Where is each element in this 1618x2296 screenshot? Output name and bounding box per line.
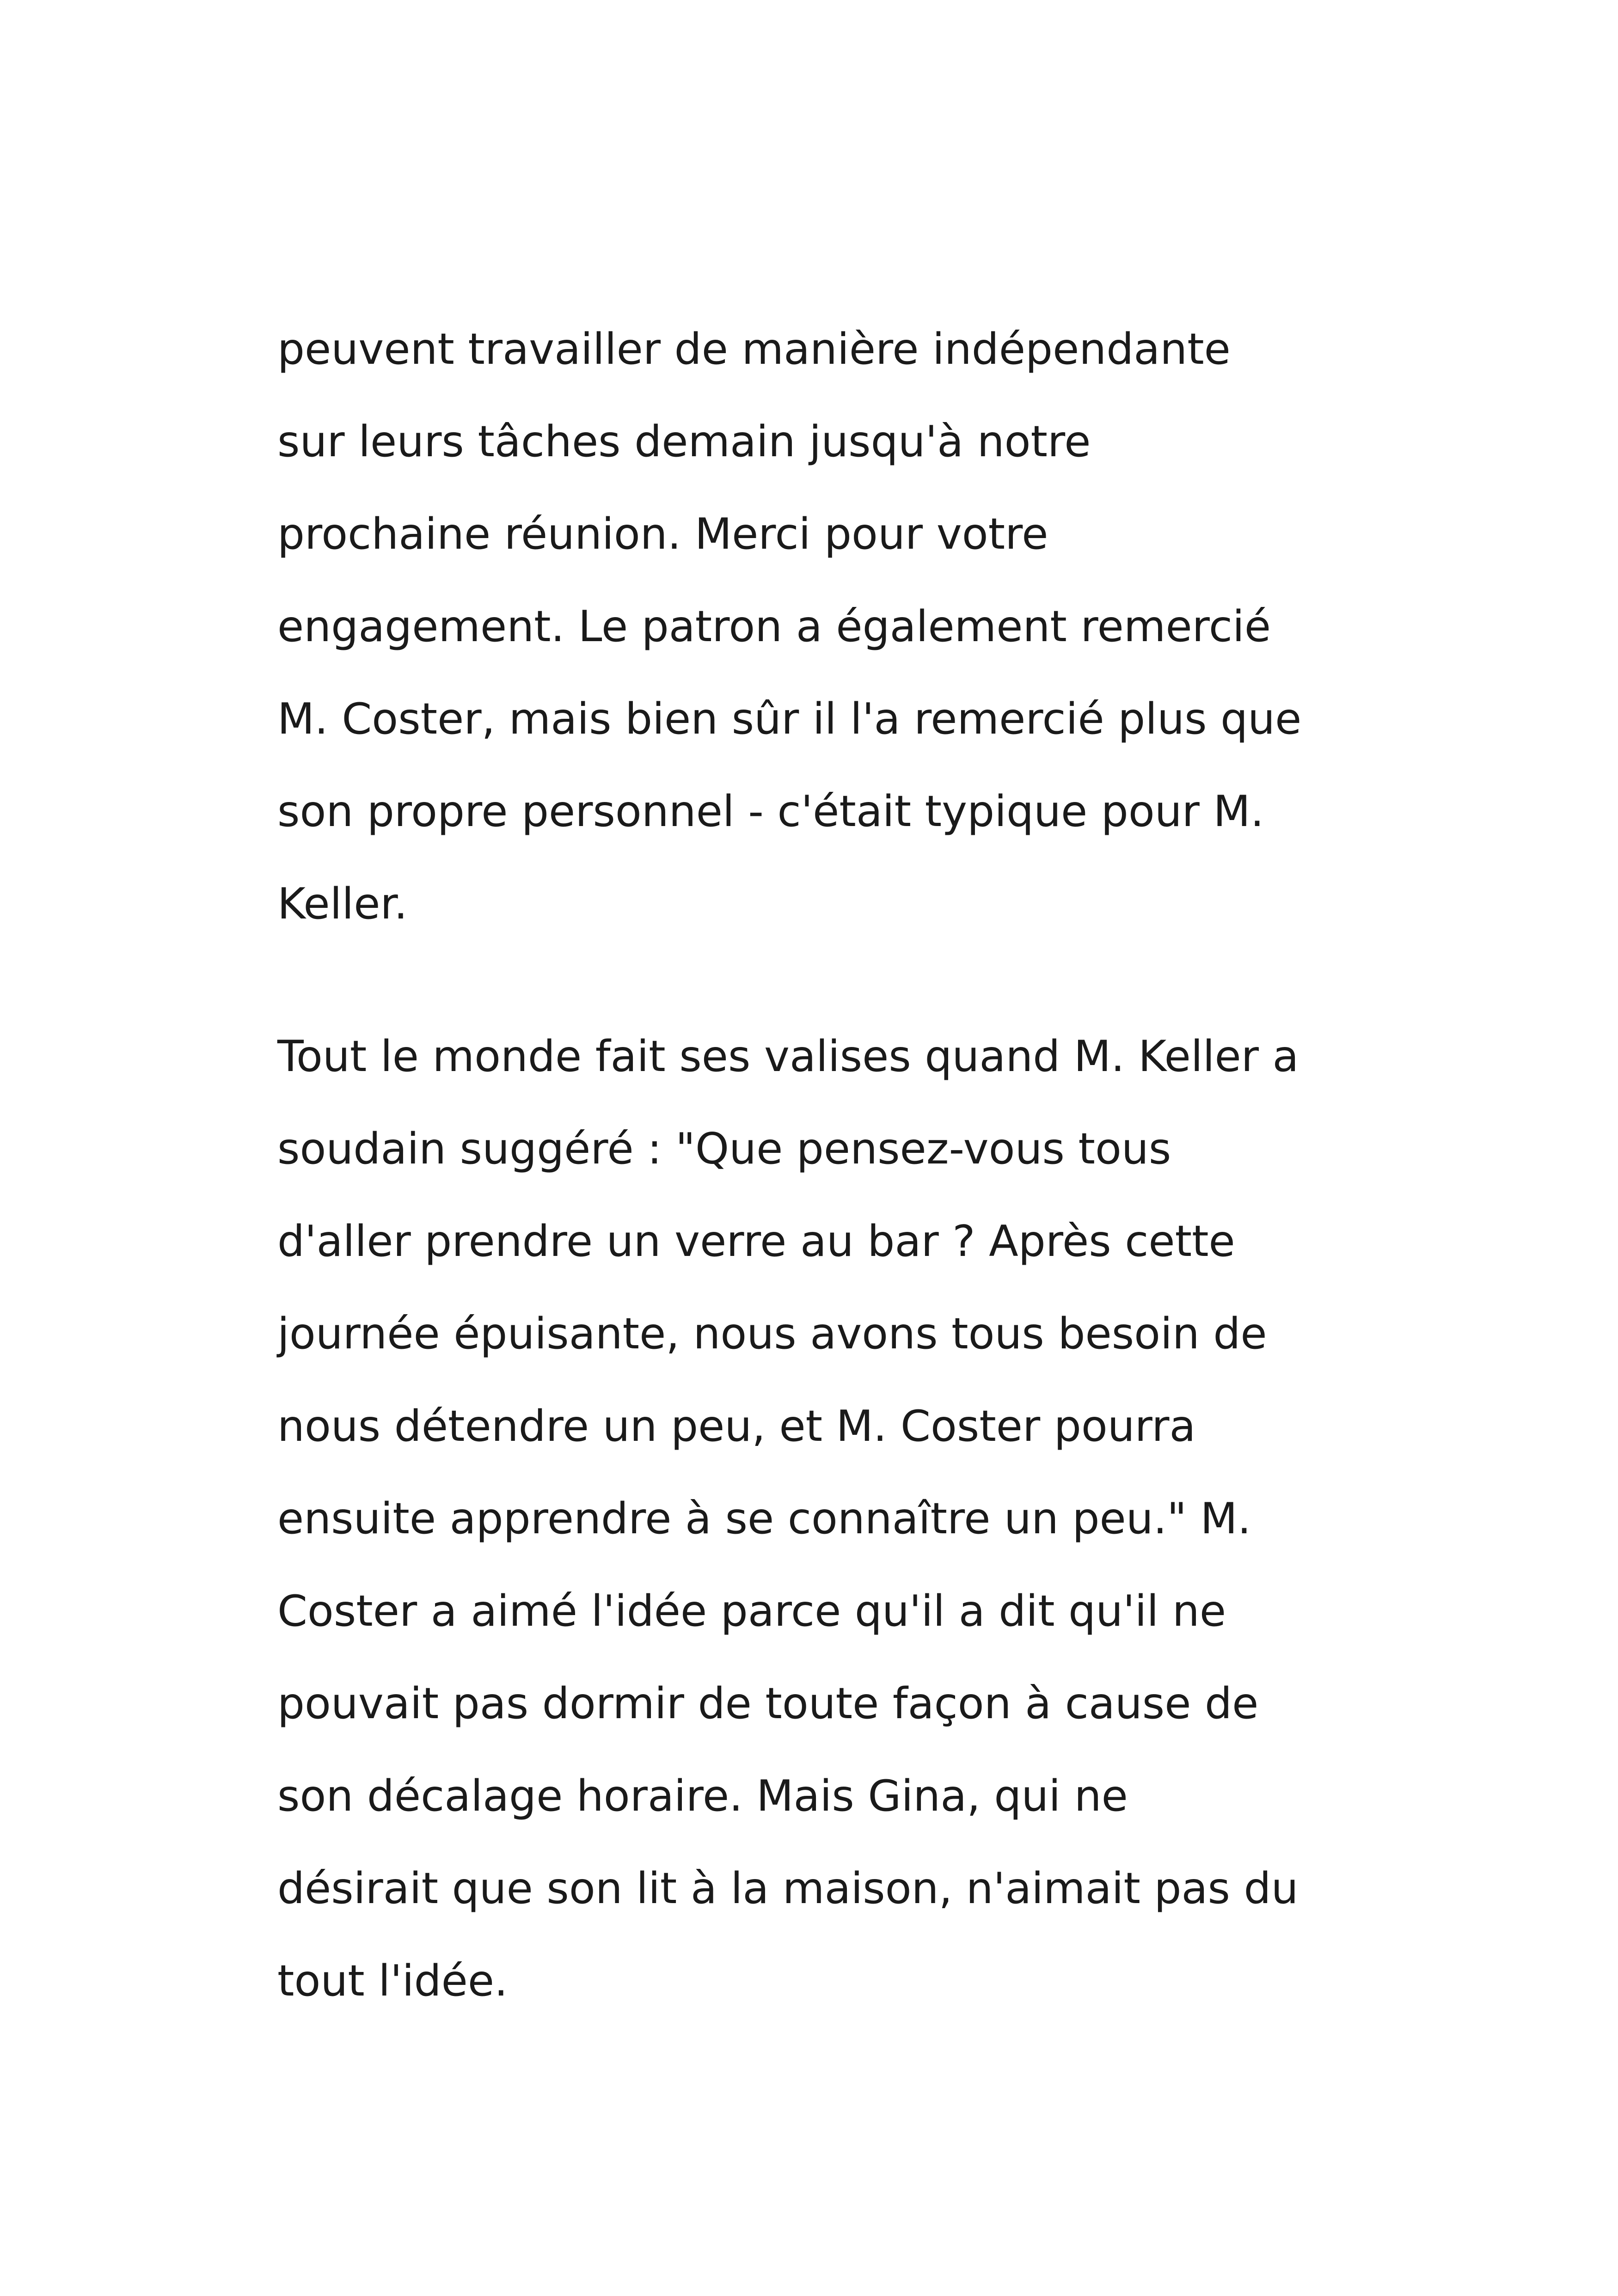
text-line: engagement. Le patron a également remercié	[277, 601, 1271, 651]
paragraph-1	[277, 319, 1387, 966]
text-line: nous détendre un peu, et M. Coster pourra	[277, 1401, 1196, 1451]
text-line: soudain suggéré : "Que pensez-vous tous	[277, 1124, 1171, 1174]
text-line: tout l'idée.	[277, 1956, 508, 2006]
text-line: M. Coster, mais bien sûr il l'a remercié plus que	[277, 694, 1302, 744]
text-line: son propre personnel - c'était typique pour M.	[277, 786, 1264, 836]
text-line: peuvent travailler de manière indépendante	[277, 324, 1231, 374]
text-line: sur leurs tâches demain jusqu'à notre	[277, 416, 1091, 466]
text-line: Coster a aimé l'idée parce qu'il a dit qu'il ne	[277, 1586, 1226, 1636]
text-line: Tout le monde fait ses valises quand M. Keller a	[277, 1031, 1299, 1081]
text-line: son décalage horaire. Mais Gina, qui ne	[277, 1771, 1128, 1821]
text-line: désirait que son lit à la maison, n'aimait pas du	[277, 1863, 1299, 1913]
text-line: prochaine réunion. Merci pour votre	[277, 509, 1048, 559]
paragraph-2	[277, 1026, 1387, 2043]
text-line: pouvait pas dormir de toute façon à cause de	[277, 1678, 1259, 1728]
text-line: Keller.	[277, 879, 408, 929]
text-line: d'aller prendre un verre au bar ? Après cette	[277, 1216, 1235, 1266]
text-line: journée épuisante, nous avons tous besoin de	[277, 1309, 1267, 1359]
text-line: ensuite apprendre à se connaître un peu." M.	[277, 1494, 1251, 1543]
